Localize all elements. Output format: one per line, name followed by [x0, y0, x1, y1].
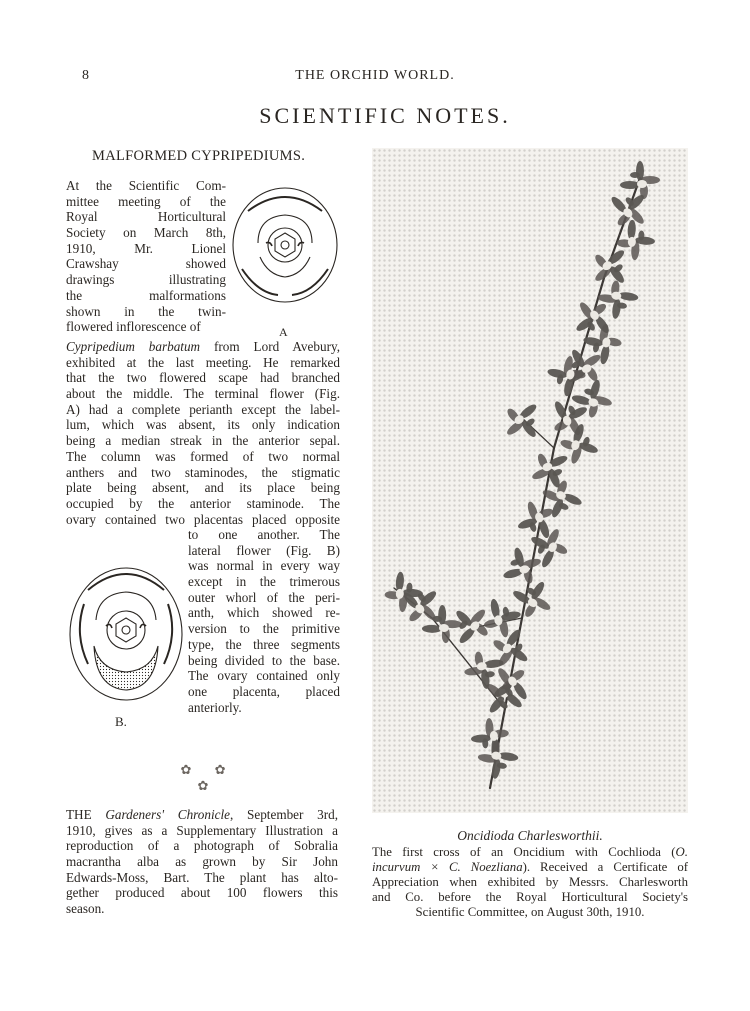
text-line: Crawshay showed [66, 256, 226, 272]
orchid-flower [584, 240, 639, 295]
text-line: reproduction of a photograph of Sobralia [66, 838, 338, 854]
text-line: exhibited at the last meeting. He remarked [66, 354, 340, 370]
text-line: that the two flowered scape had branched [66, 370, 340, 386]
text-line: The ovary contained only [188, 668, 340, 684]
text-line: Edwards-Moss, Bart. The plant has alto- [66, 869, 338, 885]
text-line: Society on March 8th, [66, 225, 226, 241]
text-line: Appreciation when exhibited by Messrs. Charlesworth [372, 875, 688, 889]
running-head: THE ORCHID WORLD. [295, 68, 455, 83]
text-line: Scientific Committee, on August 30th, 1910. [415, 905, 645, 919]
side-branch [394, 588, 504, 708]
text-line: being divided to the base. [188, 652, 340, 668]
orchid-flower [620, 161, 660, 199]
journal-name: Gardeners' Chronicle [105, 807, 231, 822]
section-separator: ✿ ✿ ✿ [180, 762, 236, 793]
text-line: season. [66, 901, 105, 917]
text-line: occupied by the anterior staminode. The [66, 495, 340, 511]
figure-b-label: B. [115, 714, 127, 729]
text-line: was normal in every way [188, 558, 340, 574]
text-line: incurvum × C. Noezliana). Received a Certificate of [372, 860, 688, 874]
figure-b-diagram [66, 560, 186, 705]
text-line: Cypripedium barbatum from Lord Avebury, [66, 339, 340, 354]
text-line: drawings illustrating [66, 272, 226, 288]
article-heading: MALFORMED CYPRIPEDIUMS. [92, 148, 306, 164]
orchid-photograph [372, 148, 688, 813]
plate-caption [372, 845, 688, 920]
text-line: the malformations [66, 287, 226, 303]
text-line: At the Scientific Com- [66, 178, 226, 193]
text-line: Royal Horticultural [66, 209, 226, 225]
text-line: 1910, Mr. Lionel [66, 240, 226, 256]
text-line: to one another. The [188, 527, 340, 542]
orchid-flower [525, 445, 577, 496]
text-line: flowered inflorescence of [66, 319, 201, 335]
text-line: THE Gardeners' Chronicle, September 3rd, [66, 807, 338, 822]
paragraph-1-middle [66, 339, 340, 527]
text-line: lum, which was absent, its only indication [66, 417, 340, 433]
section-title: SCIENTIFIC NOTES. [259, 103, 511, 128]
text-line: outer whorl of the peri- [188, 589, 340, 605]
text-line: type, the three segments [188, 636, 340, 652]
text-line: 1910, gives as a Supplementary Illustration a [66, 822, 338, 838]
text-line: about the middle. The terminal flower (Fig. [66, 386, 340, 402]
plate-caption-title: Oncidioda Charlesworthii. [457, 828, 603, 843]
species-name: Cypripedium barbatum [66, 339, 201, 354]
paragraph-1-bottom [188, 527, 340, 715]
page-number: 8 [82, 68, 89, 83]
text-line: anth, which showed re- [188, 605, 340, 621]
text-line: anthers and two staminodes, the stigmatic [66, 464, 340, 480]
text-line: shown in the twin- [66, 303, 226, 319]
text-line: being a median streak in the anterior sepal. [66, 433, 340, 449]
text-line: The column was formed of two normal [66, 448, 340, 464]
text-line: and Co. before the Royal Horticultural Society's [372, 890, 688, 904]
orchid-flower [475, 738, 520, 782]
text-line: The first cross of an Oncidium with Cochlioda (O. [372, 845, 688, 859]
text-line: one placenta, placed [188, 683, 340, 699]
figure-a-label: A [279, 325, 288, 339]
paragraph-2 [66, 807, 338, 917]
text-line: version to the primitive [188, 621, 340, 637]
text-line: A) had a complete perianth except the label- [66, 401, 340, 417]
text-line: macrantha alba as grown by Sir John [66, 854, 338, 870]
figure-a-diagram [228, 183, 342, 308]
orchid-flower [496, 394, 551, 449]
orchid-spray-illustration [372, 148, 688, 813]
text-line: ovary contained two placentas placed opposite [66, 511, 340, 527]
text-line: mittee meeting of the [66, 193, 226, 209]
paragraph-1-top [66, 178, 226, 335]
text-line: lateral flower (Fig. B) [188, 542, 340, 558]
text-line: except in the trimerous [188, 574, 340, 590]
text-line: anteriorly. [188, 699, 242, 715]
text-line: plate being absent, and its place being [66, 480, 340, 496]
text-line: gether produced about 100 flowers this [66, 885, 338, 901]
